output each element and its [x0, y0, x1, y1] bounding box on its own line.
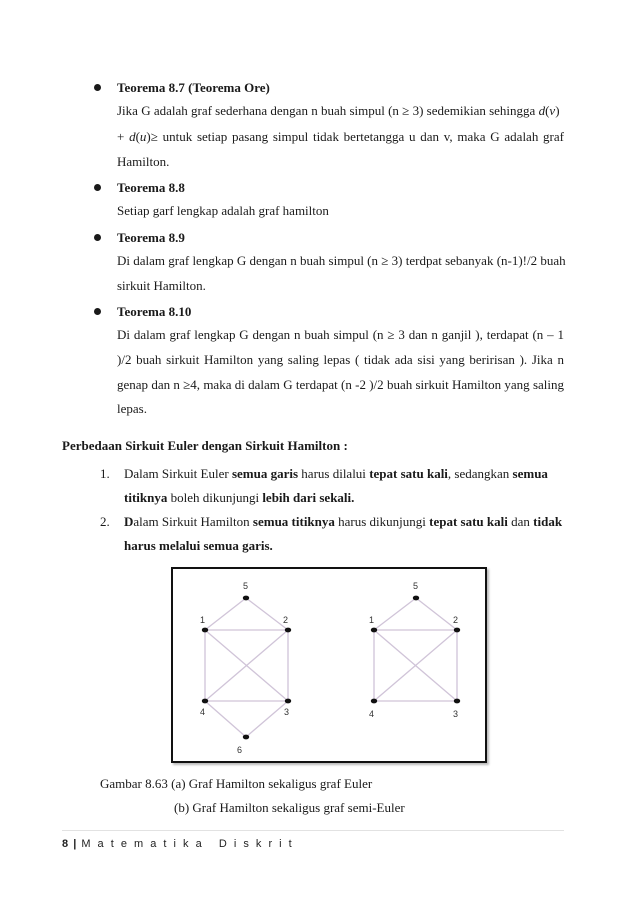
theorem-8-10-line-3: genap dan n ≥4, maka di dalam G terdapat (n -2 )/2 buah sirkuit Hamilton yang saling [117, 377, 564, 392]
page-number: 8 [62, 838, 69, 850]
left-graph-nodes [202, 596, 291, 740]
edge-3-6 [246, 701, 288, 737]
figure-graphs [171, 567, 487, 763]
theorem-8-7-line-2: + d(u)≥ untuk setiap pasang simpul tidak bertetangga u dan v, maka G adalah graf [117, 129, 564, 144]
node-label-2: 2 [453, 615, 459, 625]
node-label-6: 6 [237, 745, 243, 755]
list-item-1-line-1: Dalam Sirkuit Euler semua garis harus dilalui tepat satu kali, sedangkan semua [124, 466, 548, 481]
node-2 [454, 628, 460, 633]
list-item-1-line-2: titiknya boleh dikunjungi lebih dari sekali. [124, 490, 355, 505]
node-1 [371, 628, 377, 633]
node-5 [243, 596, 249, 601]
node-3 [285, 699, 291, 704]
node-label-3: 3 [284, 707, 290, 717]
list-number-1: 1. [100, 466, 110, 481]
theorem-8-8-line-1: Setiap garf lengkap adalah graf hamilton [117, 203, 329, 218]
graph-figure-svg [173, 569, 485, 761]
bullet-icon [94, 234, 101, 241]
node-3 [454, 699, 460, 704]
section-heading: Perbedaan Sirkuit Euler dengan Sirkuit Hamilton : [62, 438, 348, 453]
node-label-2: 2 [283, 615, 289, 625]
left-graph-edges [205, 598, 288, 737]
node-label-3: 3 [453, 709, 459, 719]
theorem-8-9-line-2: sirkuit Hamilton. [117, 278, 206, 293]
node-5 [413, 596, 419, 601]
theorem-8-8-title: Teorema 8.8 [117, 180, 185, 195]
node-1 [202, 628, 208, 633]
edge-4-6 [205, 701, 246, 737]
theorem-8-10-line-4: lepas. [117, 401, 147, 416]
page-footer [62, 838, 294, 850]
edge-5-2 [416, 598, 457, 630]
node-label-4: 4 [369, 709, 375, 719]
edge-5-1 [374, 598, 416, 630]
edge-5-2 [246, 598, 288, 630]
caption-line-a: Gambar 8.63 (a) Graf Hamilton sekaligus graf Euler [100, 776, 373, 791]
theorem-8-9-line-1: Di dalam graf lengkap G dengan n buah simpul (n ≥ 3) terdpat sebanyak (n-1)!/2 buah [117, 253, 566, 268]
theorem-8-7-line-3: Hamilton. [117, 154, 170, 169]
right-graph-edges [374, 598, 457, 701]
footer-divider [62, 830, 564, 831]
node-label-5: 5 [413, 581, 419, 591]
theorem-8-9-title: Teorema 8.9 [117, 230, 185, 245]
caption-line-b: (b) Graf Hamilton sekaligus graf semi-Euler [174, 800, 405, 815]
bullet-icon [94, 84, 101, 91]
theorem-8-7-title: Teorema 8.7 (Teorema Ore) [117, 80, 270, 95]
theorem-8-10-line-2: )/2 buah sirkuit Hamilton yang saling lepas ( tidak ada sisi yang beririsan ). Jika n [117, 352, 564, 367]
theorem-8-10-line-1: Di dalam graf lengkap G dengan n buah simpul (n ≥ 3 dan n ganjil ), terdapat (n – 1 [117, 327, 564, 342]
node-label-1: 1 [369, 615, 375, 625]
node-6 [243, 735, 249, 740]
node-label-5: 5 [243, 581, 249, 591]
theorem-8-7-line-1: Jika G adalah graf sederhana dengan n buah simpul (n ≥ 3) sedemikian sehingga d(v) [117, 103, 560, 118]
footer-title: M a t e m a t i k a D i s k r i t [81, 838, 294, 850]
list-item-2-line-1: Dalam Sirkuit Hamilton semua titiknya harus dikunjungi tepat satu kali dan tidak [124, 514, 563, 529]
right-graph-nodes [371, 596, 460, 704]
footer-separator: | [73, 838, 77, 850]
edge-5-1 [205, 598, 246, 630]
bullet-icon [94, 184, 101, 191]
theorem-8-10-title: Teorema 8.10 [117, 304, 192, 319]
list-item-2-line-2: harus melalui semua garis. [124, 538, 273, 553]
node-2 [285, 628, 291, 633]
list-number-2: 2. [100, 514, 110, 529]
node-label-1: 1 [200, 615, 206, 625]
node-4 [371, 699, 377, 704]
node-4 [202, 699, 208, 704]
bullet-icon [94, 308, 101, 315]
node-label-4: 4 [200, 707, 206, 717]
